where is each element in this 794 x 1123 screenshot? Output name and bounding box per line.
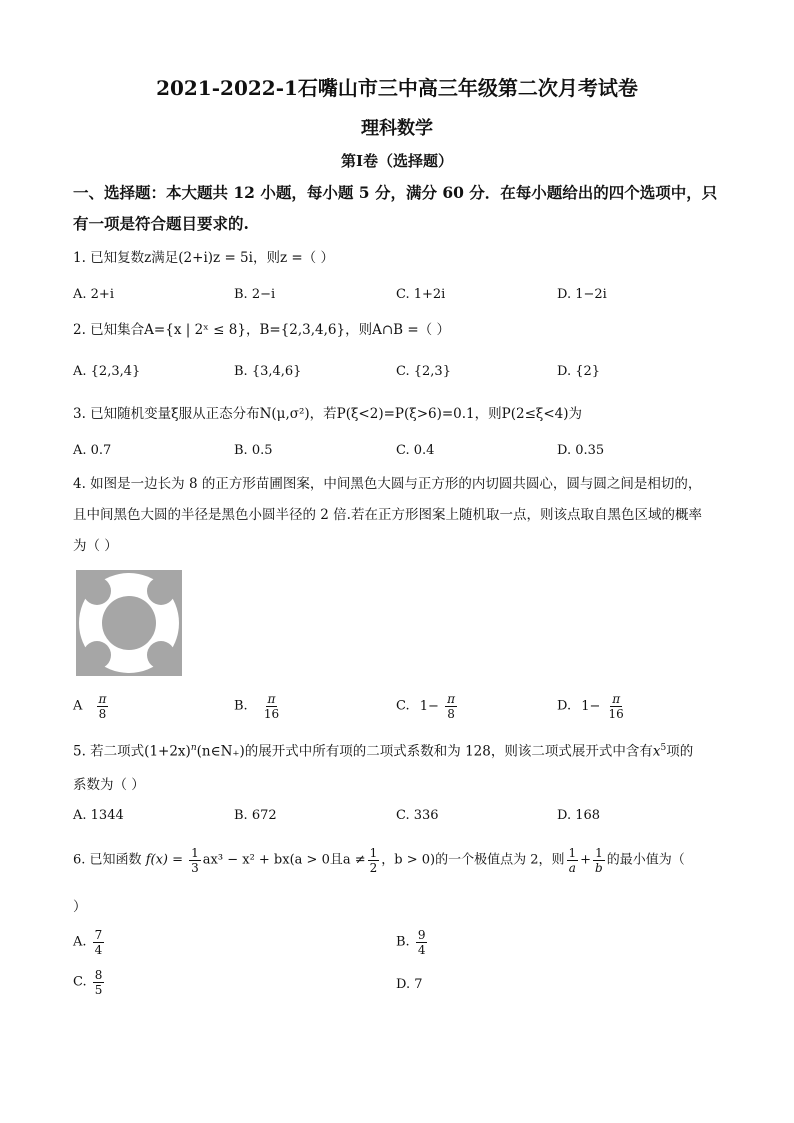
q4-option-c xyxy=(396,692,459,721)
q4-option-b-fraction xyxy=(262,692,281,721)
q5-x-term: x xyxy=(652,743,661,760)
q4-option-a-fraction xyxy=(97,692,109,721)
q3-option-c: C. 0.4 xyxy=(396,443,435,458)
q6-option-b xyxy=(396,928,429,957)
q4-a-numerator: π xyxy=(98,692,107,706)
q6-option-c xyxy=(73,968,106,997)
q4-d-denominator: 16 xyxy=(608,707,624,721)
question-2-stem: 2. 已知集合A={x | 2ˣ ≤ 8}，B={2,3,4,6}，则A∩B =（ ） xyxy=(73,322,450,338)
q2-option-b: B. {3,4,6} xyxy=(234,364,302,379)
q1-option-b: B. 2−i xyxy=(234,287,276,302)
q4-option-b xyxy=(234,692,283,721)
q6-one-half: $\frac{1}{2}$ xyxy=(369,846,378,875)
q4-c-denominator: 8 xyxy=(447,707,455,721)
q5-end: 项的 xyxy=(666,743,694,760)
question-4-line2: 且中间黑色大圆的半径是黑色小圆半径的 2 倍.若在正方形图案上随机取一点，则该点取自黑色区域的概率 xyxy=(73,507,702,523)
q6-b-label: B. xyxy=(396,934,410,950)
q6-end: 的最小值为（ xyxy=(606,852,685,868)
small-circle-top-left xyxy=(83,577,111,605)
q1-option-a: A. 2+i xyxy=(73,287,114,302)
q4-c-numerator: π xyxy=(447,692,455,706)
q3-option-b: B. 0.5 xyxy=(234,443,273,458)
q6-b-fraction xyxy=(416,928,428,957)
q4-option-d xyxy=(557,692,628,721)
q3-option-d: D. 0.35 xyxy=(557,443,605,458)
question-5-line1: 5. 若二项式$(1+2x)^n(n\in N_+)$的展开式中所有项的二项式系数和为 128，则该二项式展开式中含有$x^5$项的 xyxy=(73,743,694,760)
q5-option-d: D. 168 xyxy=(557,808,601,823)
q4-c-one-minus: 1− xyxy=(419,698,439,714)
q6-a-fraction xyxy=(93,928,105,957)
q1-option-c: C. 1+2i xyxy=(396,287,446,302)
large-center-circle xyxy=(102,596,156,650)
q6-a-numerator: 7 xyxy=(94,928,103,942)
q4-option-d-label: D. xyxy=(557,698,572,714)
subject-title: 理科数学 xyxy=(361,118,433,139)
q3-option-a: A. 0.7 xyxy=(73,443,112,458)
question-5-line2: 系数为（ ） xyxy=(73,777,145,793)
q6-b-denominator: 4 xyxy=(417,943,426,957)
q6-option-a xyxy=(73,928,106,957)
q4-b-numerator: π xyxy=(267,692,276,706)
q4-d-numerator: π xyxy=(612,692,621,706)
volume-title: 第I卷（选择题） xyxy=(340,152,454,170)
q6-prefix: 6. 已知函数 xyxy=(73,852,142,868)
question-1-stem: 1. 已知复数z满足(2+i)z = 5i，则z =（ ） xyxy=(73,250,334,266)
q4-option-c-label: C. xyxy=(396,698,410,714)
q4-a-denominator: 8 xyxy=(98,707,107,721)
q4-b-denominator: 16 xyxy=(263,707,280,721)
q6-c-numerator: 8 xyxy=(94,968,103,982)
q1-option-d: D. 1−2i xyxy=(557,287,607,302)
small-circle-bottom-left xyxy=(83,641,111,669)
q2-option-c: C. {2,3} xyxy=(396,364,451,379)
q6-function: f(x) = xyxy=(145,852,183,868)
q6-c-label: C. xyxy=(73,974,87,990)
q4-option-a-label: A xyxy=(73,698,83,714)
q6-function-body: ax³ − x² + bx(a > 0且a ≠ xyxy=(202,852,366,868)
q6-c-denominator: 5 xyxy=(94,983,103,997)
question-4-line1: 4. 如图是一边长为 8 的正方形苗圃图案，中间黑色大圆与正方形的内切圆共圆心，圆与圆之间是相切的， xyxy=(73,476,702,492)
q5-binomial: (1+2x) xyxy=(144,743,191,760)
q2-option-a: A. {2,3,4} xyxy=(73,364,141,379)
q6-option-d: D. 7 xyxy=(396,977,423,992)
q4-d-one-minus: 1− xyxy=(581,698,601,714)
small-circle-top-right xyxy=(147,577,175,605)
q5-option-b: B. 672 xyxy=(234,808,277,823)
q5-prefix: 5. 若二项式 xyxy=(73,743,145,760)
q4-option-a xyxy=(73,692,110,721)
q6-a-label: A. xyxy=(73,934,87,950)
square-garden-figure xyxy=(76,570,182,676)
q6-one-over-a: $\frac{1}{a}$ xyxy=(568,846,577,875)
q4-option-d-fraction xyxy=(607,692,626,721)
question-6-line1: 6. 已知函数 f(x) = $\frac{1}{3}$ ax³ − x² + bx(a > 0且a ≠ $\frac{1}{2}$ ，b > 0)的一个极值点为 2，则 $\frac{1}{a}$ + $\frac{1}{b}$ 的最小值为（ xyxy=(73,846,685,875)
q5-condition: (n∈N₊) xyxy=(196,743,245,760)
section-heading-line2: 有一项是符合题目要求的. xyxy=(73,214,249,233)
q6-one-third: $\frac{1}{3}$ xyxy=(191,846,199,875)
q6-one-over-b: $\frac{1}{b}$ xyxy=(595,846,603,875)
question-4-line3: 为（ ） xyxy=(73,538,118,554)
exam-title: 2021-2022-1石嘴山市三中高三年级第二次月考试卷 xyxy=(156,76,638,100)
question-6-line2: ） xyxy=(73,899,87,915)
q2-option-d: D. {2} xyxy=(557,364,601,379)
q5-option-c: C. 336 xyxy=(396,808,439,823)
q6-c-fraction xyxy=(93,968,105,997)
q6-a-denominator: 4 xyxy=(94,943,103,957)
section-heading-line1: 一、选择题：本大题共 12 小题，每小题 5 分，满分 60 分．在每小题给出的四个选项中，只 xyxy=(73,183,718,202)
q5-middle: 的展开式中所有项的二项式系数和为 128，则该二项式展开式中含有 xyxy=(244,743,653,760)
small-circle-bottom-right xyxy=(147,641,175,669)
q6-b-numerator: 9 xyxy=(417,928,426,942)
q5-option-a: A. 1344 xyxy=(73,808,124,823)
q6-condition: ，b > 0)的一个极值点为 2，则 xyxy=(381,852,565,868)
q4-option-b-label: B. xyxy=(234,698,248,714)
q4-option-c-fraction xyxy=(445,692,457,721)
question-3-stem: 3. 已知随机变量ξ服从正态分布N(μ,σ²)，若P(ξ<2)=P(ξ>6)=0.1，则P(2≤ξ<4)为 xyxy=(73,406,582,422)
